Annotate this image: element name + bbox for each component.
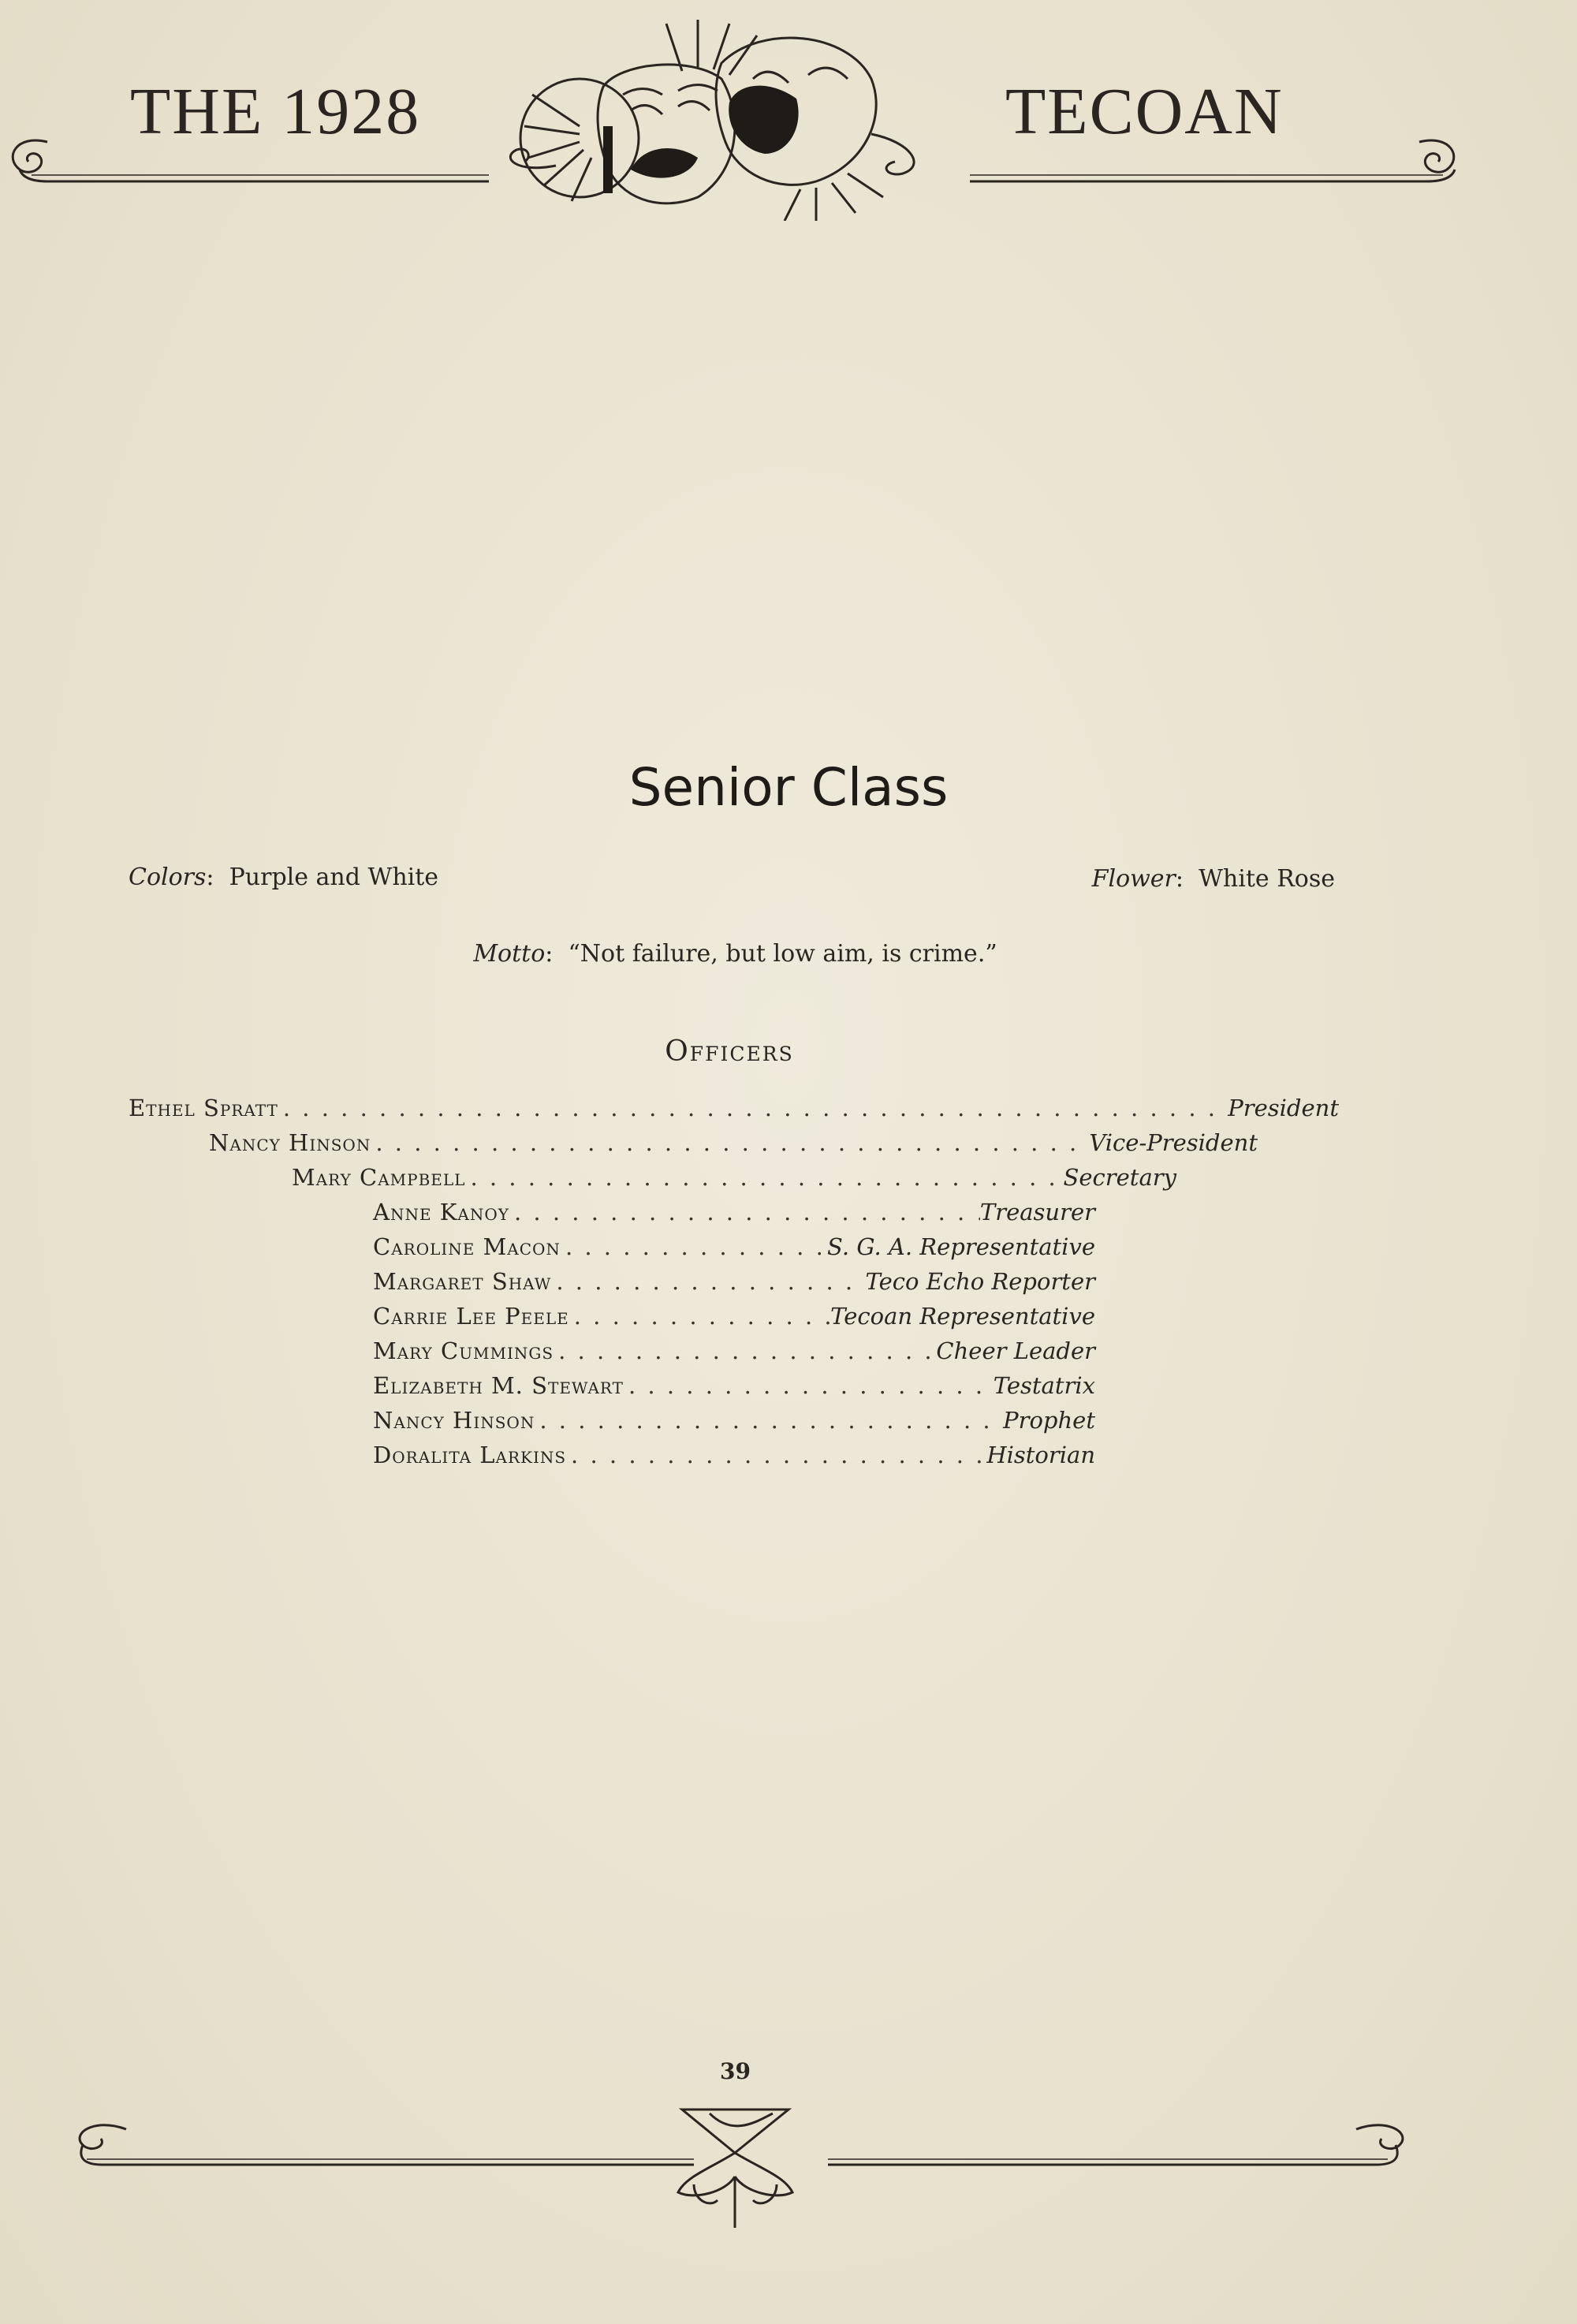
- leader-dots: [535, 1404, 1003, 1436]
- flower-value: White Rose: [1199, 865, 1335, 893]
- leader-dots: [371, 1127, 1089, 1158]
- leader-dots: [551, 1266, 865, 1297]
- officer-name: Mary Cummings: [373, 1337, 554, 1364]
- scroll-flourish-icon: [0, 2090, 1577, 2248]
- officer-row: [373, 1196, 1095, 1228]
- motto-separator: :: [545, 940, 569, 968]
- officer-row: [373, 1231, 1095, 1263]
- leader-dots: [465, 1162, 1063, 1193]
- header-title-right: TECOAN: [1005, 75, 1284, 148]
- officer-name: Elizabeth M. Stewart: [373, 1372, 624, 1399]
- officer-name: Doralita Larkins: [373, 1442, 567, 1468]
- officer-name: Margaret Shaw: [373, 1268, 552, 1295]
- officer-row: [209, 1127, 1258, 1158]
- motto-label: Motto: [473, 940, 546, 968]
- header-title-left: THE 1928: [130, 75, 421, 148]
- officer-role: S. G. A. Representative: [827, 1233, 1095, 1260]
- colors-separator: :: [206, 864, 229, 891]
- officer-row: [373, 1300, 1095, 1332]
- officer-row: [373, 1439, 1095, 1471]
- officer-name: Mary Campbell: [292, 1164, 466, 1191]
- leader-dots: [566, 1439, 986, 1471]
- officers-heading: Officers: [665, 1035, 794, 1068]
- leader-dots: [278, 1092, 1228, 1124]
- officer-role: Secretary: [1063, 1164, 1176, 1191]
- colors-value: Purple and White: [229, 864, 439, 891]
- motto-value: “Not failure, but low aim, is crime.”: [568, 940, 997, 968]
- leader-dots: [561, 1231, 827, 1263]
- officer-role: Testatrix: [993, 1372, 1095, 1399]
- page-header: [0, 0, 1577, 237]
- officer-row: [373, 1266, 1095, 1297]
- officer-row: [373, 1404, 1095, 1436]
- officer-role: Historian: [986, 1442, 1095, 1468]
- officer-name: Carrie Lee Peele: [373, 1303, 569, 1330]
- officer-role: President: [1228, 1095, 1339, 1121]
- colors-label: Colors: [129, 864, 207, 891]
- officer-row: [129, 1092, 1339, 1124]
- flower-label: Flower: [1091, 865, 1176, 893]
- officer-name: Nancy Hinson: [209, 1129, 371, 1156]
- comedy-tragedy-masks-icon: [485, 8, 926, 221]
- officer-row: [373, 1370, 1095, 1401]
- officer-name: Nancy Hinson: [373, 1407, 535, 1434]
- leader-dots: [554, 1335, 936, 1367]
- class-colors: [129, 866, 438, 890]
- officer-name: Ethel Spratt: [129, 1095, 278, 1121]
- officer-row: [373, 1335, 1095, 1367]
- flower-separator: :: [1175, 865, 1199, 893]
- officer-role: Tecoan Representative: [830, 1303, 1095, 1330]
- officer-role: Treasurer: [979, 1199, 1095, 1225]
- officer-name: Anne Kanoy: [373, 1199, 509, 1225]
- leader-dots: [569, 1300, 830, 1332]
- officer-role: Teco Echo Reporter: [865, 1268, 1095, 1295]
- page-title: Senior Class: [628, 757, 949, 818]
- officer-role: Prophet: [1003, 1407, 1095, 1434]
- officer-name: Caroline Macon: [373, 1233, 561, 1260]
- officer-row: [292, 1162, 1176, 1193]
- leader-dots: [624, 1370, 994, 1401]
- leader-dots: [509, 1196, 980, 1228]
- class-flower: [1092, 867, 1335, 891]
- officer-role: Vice-President: [1089, 1129, 1258, 1156]
- class-motto: [0, 942, 1471, 966]
- page-footer: [0, 2090, 1577, 2248]
- officer-role: Cheer Leader: [936, 1337, 1095, 1364]
- page-number: 39: [720, 2058, 751, 2084]
